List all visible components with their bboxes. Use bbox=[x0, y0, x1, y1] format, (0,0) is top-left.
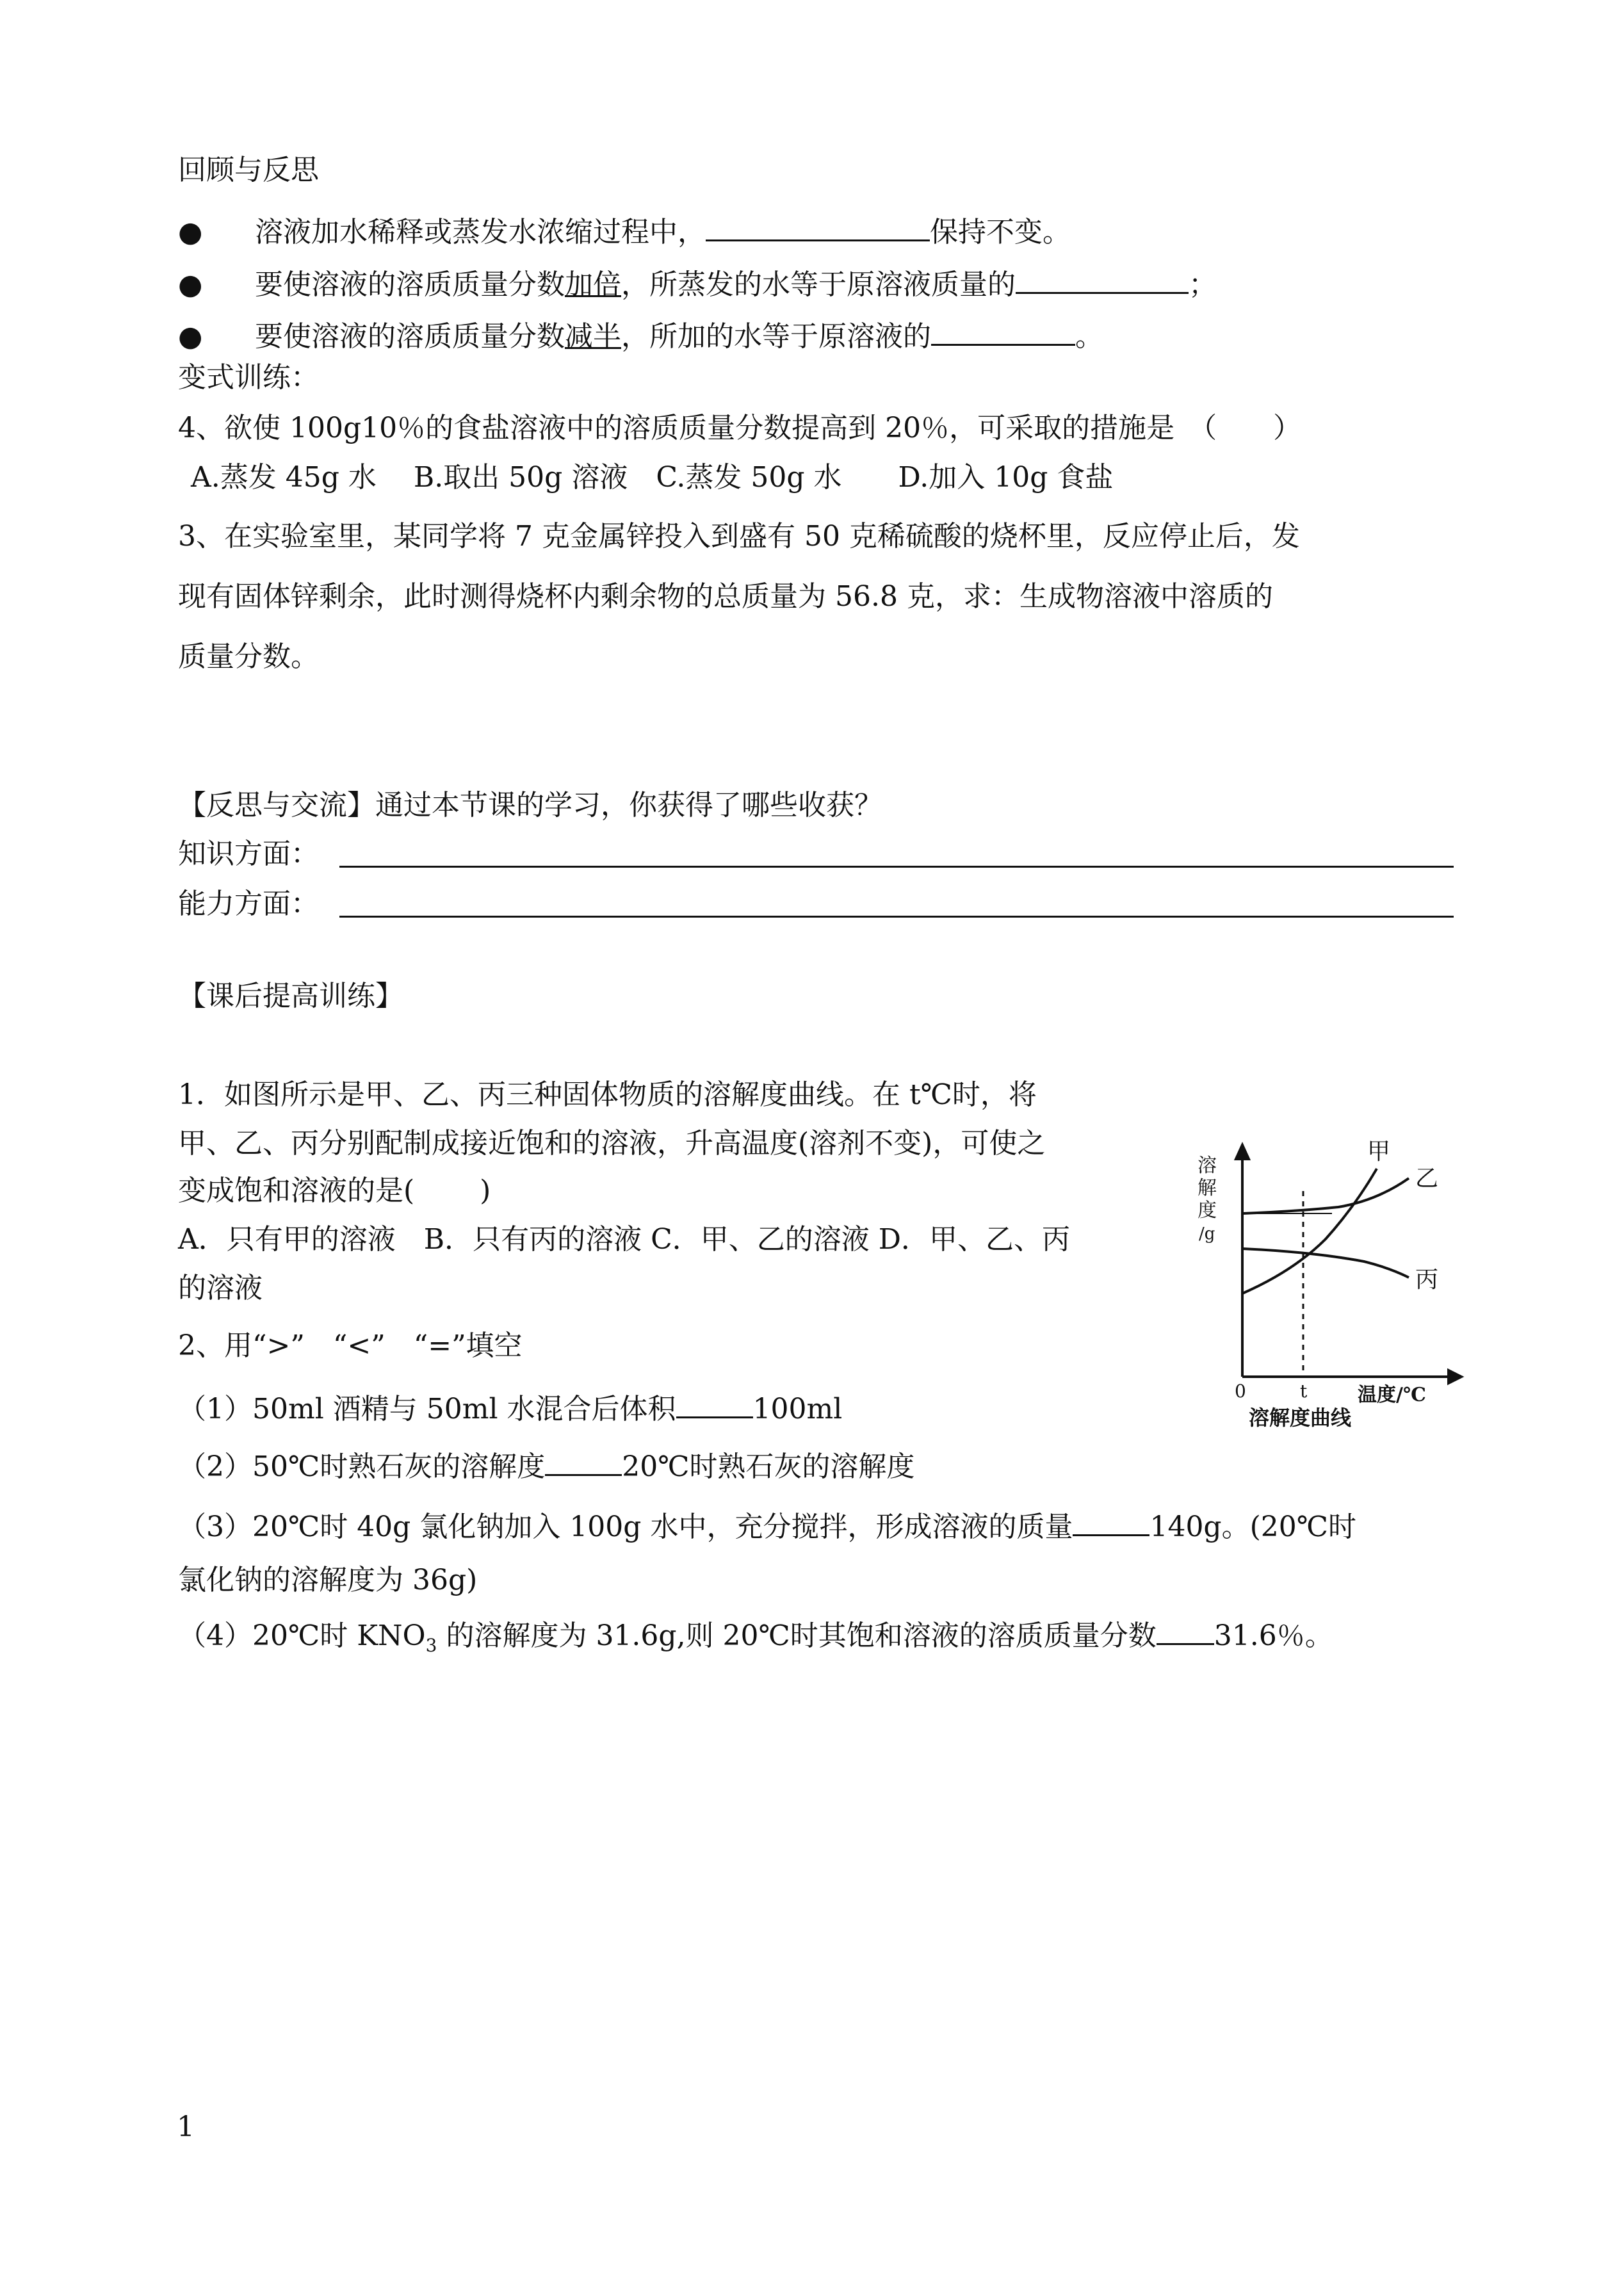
curve-bing bbox=[1242, 1249, 1409, 1277]
answer-blank[interactable] bbox=[931, 318, 1075, 346]
practice-q2-2 bbox=[178, 1448, 914, 1481]
ylabel-unit: /g bbox=[1199, 1224, 1215, 1244]
review-bullet-3 bbox=[178, 318, 1103, 351]
practice-q2-3 bbox=[178, 1509, 1356, 1541]
q2-1-text: （1）50ml 酒精与 50ml 水混合后体积 bbox=[178, 1393, 676, 1425]
bullet-2-text-cont: ，所蒸发的水等于原溶液质量的 bbox=[621, 268, 1016, 301]
ability-label: 能力方面： bbox=[178, 888, 319, 920]
solubility-curve-figure bbox=[1198, 1133, 1466, 1428]
y-axis-arrow bbox=[1236, 1145, 1249, 1159]
answer-blank[interactable] bbox=[676, 1391, 753, 1418]
q2-1-end: 100ml bbox=[752, 1393, 843, 1425]
curve-label-bing: 丙 bbox=[1415, 1267, 1439, 1293]
bullet-2-end: ； bbox=[1189, 268, 1217, 301]
answer-blank[interactable] bbox=[545, 1448, 622, 1476]
knowledge-answer-line[interactable] bbox=[339, 866, 1454, 868]
answer-blank[interactable] bbox=[1073, 1509, 1149, 1536]
answer-blank[interactable] bbox=[1157, 1618, 1214, 1645]
question-3-line-1: 3、在实验室里，某同学将 7 克金属锌投入到盛有 50 克稀硫酸的烧杯里，反应停止后，发 bbox=[178, 520, 1300, 553]
bullet-icon: ● bbox=[178, 320, 203, 353]
bullet-2-emphasis: 加倍 bbox=[565, 268, 621, 301]
variant-heading: 变式训练： bbox=[178, 361, 319, 394]
curve-yi bbox=[1242, 1178, 1409, 1213]
q2-4-text-cont: 的溶解度为 31.6g,则 20℃时其饱和溶液的溶质质量分数 bbox=[437, 1619, 1157, 1652]
bullet-3-emphasis: 减半 bbox=[565, 320, 621, 353]
ylabel-char-1: 溶 bbox=[1198, 1155, 1217, 1177]
answer-blank[interactable] bbox=[706, 214, 930, 241]
answer-blank[interactable] bbox=[1016, 266, 1189, 294]
review-bullet-1 bbox=[178, 214, 1071, 247]
practice-q2-title: 2、用“>” “<” “=”填空 bbox=[178, 1329, 523, 1362]
bullet-3-text: 要使溶液的溶质质量分数 bbox=[255, 320, 565, 353]
bullet-icon: ● bbox=[178, 268, 203, 301]
q2-4-end: 31.6％。 bbox=[1214, 1619, 1333, 1652]
ability-answer-line[interactable] bbox=[339, 916, 1454, 918]
ylabel-char-3: 度 bbox=[1198, 1199, 1217, 1222]
curve-label-yi: 乙 bbox=[1415, 1165, 1439, 1192]
bullet-1-text: 溶液加水稀释或蒸发水浓缩过程中， bbox=[255, 216, 706, 248]
q2-4-subscript: 3 bbox=[425, 1635, 437, 1656]
question-4-options: A.蒸发 45g 水 B.取出 50g 溶液 C.蒸发 50g 水 D.加入 10g 食盐 bbox=[191, 461, 1114, 494]
practice-q2-4 bbox=[178, 1618, 1333, 1655]
practice-q1-line-2: 甲、乙、丙分别配制成接近饱和的溶液，升高温度(溶剂不变)，可使之 bbox=[178, 1127, 1046, 1160]
xlabel: 温度/℃ bbox=[1358, 1384, 1426, 1406]
review-bullet-2 bbox=[178, 266, 1217, 299]
question-4: 4、欲使 100g10％的食盐溶液中的溶质质量分数提高到 20％，可采取的措施是 （ ） bbox=[178, 412, 1302, 444]
bullet-3-text-cont: ，所加的水等于原溶液的 bbox=[621, 320, 931, 353]
knowledge-label: 知识方面： bbox=[178, 838, 319, 870]
curve-jia bbox=[1242, 1169, 1377, 1293]
t-mark-label: t bbox=[1300, 1381, 1308, 1402]
bullet-icon: ● bbox=[178, 216, 203, 248]
bullet-3-end: 。 bbox=[1075, 320, 1103, 353]
bullet-2-text: 要使溶液的溶质质量分数 bbox=[255, 268, 565, 301]
q2-2-end: 20℃时熟石灰的溶解度 bbox=[622, 1450, 915, 1483]
curve-label-jia: 甲 bbox=[1367, 1139, 1391, 1165]
ylabel-char-2: 解 bbox=[1198, 1177, 1217, 1199]
origin-label: 0 bbox=[1235, 1381, 1246, 1402]
q2-2-text: （2）50℃时熟石灰的溶解度 bbox=[178, 1450, 546, 1483]
figure-caption: 溶解度曲线 bbox=[1249, 1406, 1352, 1428]
q2-4-text: （4）20℃时 KNO bbox=[178, 1619, 426, 1652]
q2-3-text: （3）20℃时 40g 氯化钠加入 100g 水中，充分搅拌，形成溶液的质量 bbox=[178, 1511, 1073, 1543]
review-heading: 回顾与反思 bbox=[178, 154, 319, 186]
bullet-1-end: 保持不变。 bbox=[930, 216, 1071, 248]
question-3-line-3: 质量分数。 bbox=[178, 640, 319, 673]
q2-3-end: 140g。(20℃时 bbox=[1149, 1511, 1356, 1543]
page-number: 1 bbox=[177, 2111, 195, 2143]
practice-q1-line-1: 1．如图所示是甲、乙、丙三种固体物质的溶解度曲线。在 t℃时，将 bbox=[178, 1078, 1037, 1111]
practice-q1-line-3: 变成饱和溶液的是( ) bbox=[178, 1174, 491, 1207]
practice-q2-1 bbox=[178, 1391, 842, 1423]
reflection-title: 【反思与交流】通过本节课的学习，你获得了哪些收获？ bbox=[178, 789, 882, 822]
practice-q1-line-5: 的溶液 bbox=[178, 1272, 263, 1304]
x-axis-arrow bbox=[1449, 1370, 1461, 1383]
practice-q1-line-4: A．只有甲的溶液 B．只有丙的溶液 C．甲、乙的溶液 D．甲、乙、丙 bbox=[178, 1223, 1071, 1256]
practice-q2-3-line-2: 氯化钠的溶解度为 36g) bbox=[178, 1564, 478, 1596]
question-3-line-2: 现有固体锌剩余，此时测得烧杯内剩余物的总质量为 56.8 克，求：生成物溶液中溶质的 bbox=[178, 580, 1273, 613]
practice-title: 【课后提高训练】 bbox=[178, 980, 403, 1012]
